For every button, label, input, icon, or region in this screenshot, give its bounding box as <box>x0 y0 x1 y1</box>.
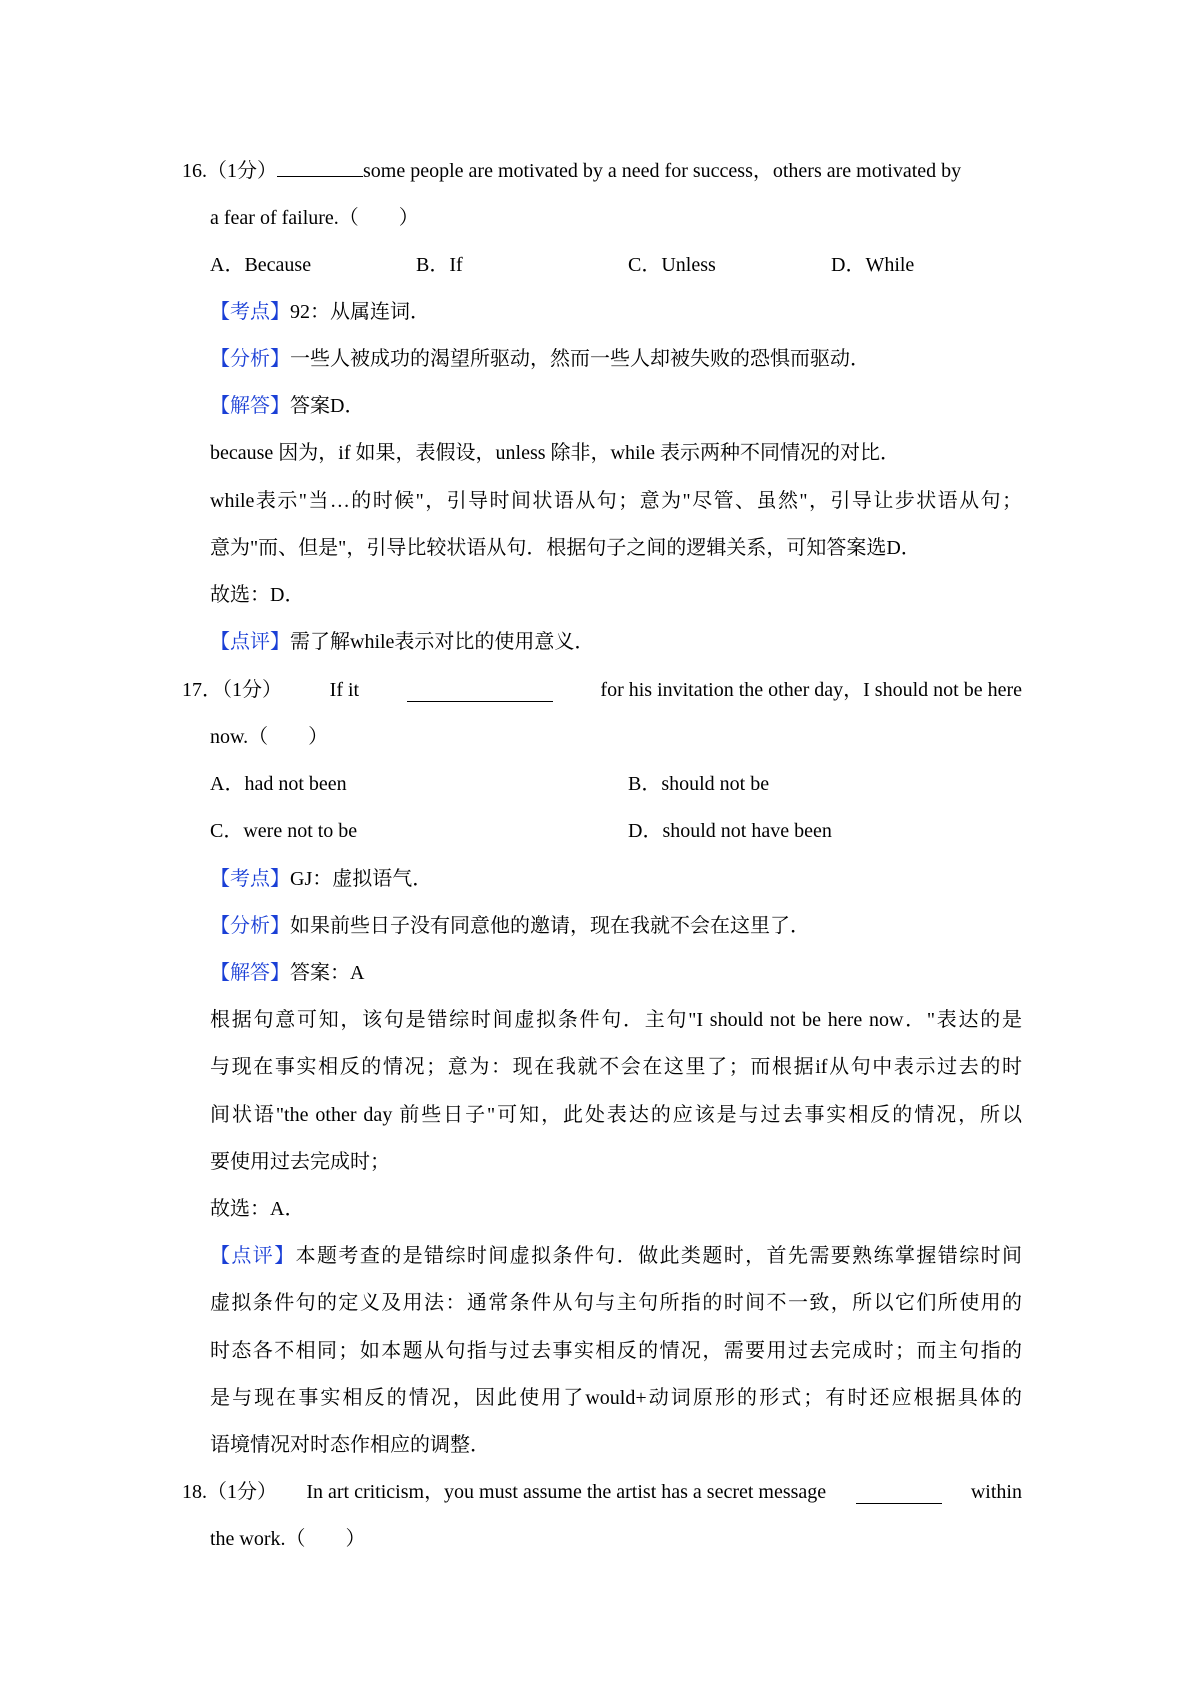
q17-dianping-line: 是与现在事实相反的情况，因此使用了would+动词原形的形式；有时还应根据具体的 <box>210 1387 1022 1409</box>
q17-stem-line1 <box>182 675 1022 705</box>
kaodian-tag: 【考点】 <box>210 301 290 323</box>
fenxi-tag: 【分析】 <box>210 915 290 937</box>
q16-fenxi <box>210 344 1022 374</box>
q17-option-d: D．should not have been <box>628 820 832 842</box>
kaodian-text: 92：从属连词． <box>290 301 430 323</box>
q18-stem-line1 <box>182 1477 1022 1507</box>
dianping-text: 本题考查的是错综时间虚拟条件句．做此类题时，首先需要熟练掌握错综时间 <box>295 1245 1023 1267</box>
q18-stem-line2: the work.（ ） <box>210 1528 366 1550</box>
q16-dianping <box>210 627 1022 657</box>
dianping-tag: 【点评】 <box>210 1245 296 1267</box>
q16-stem-line2: a fear of failure.（ ） <box>210 207 419 229</box>
q17-body-line: 要使用过去完成时； <box>210 1151 390 1173</box>
answer-blank <box>277 156 363 177</box>
answer-blank <box>407 681 553 702</box>
q16-option-a: A．Because <box>210 254 312 276</box>
q16-body-line: 故选：D． <box>210 584 305 606</box>
jieda-tag: 【解答】 <box>210 962 290 984</box>
q17-option-a: A．had not been <box>210 773 347 795</box>
q17-dianping-line: 语境情况对时态作相应的调整． <box>210 1434 490 1456</box>
q17-fenxi <box>210 911 1022 941</box>
q17-dianping-line: 时态各不相同；如本题从句指与过去事实相反的情况，需要用过去完成时；而主句指的 <box>210 1340 1022 1362</box>
q17-body-line: 与现在事实相反的情况；意为：现在我就不会在这里了；而根据if从句中表示过去的时 <box>210 1056 1022 1078</box>
q17-number: 17．（1分） <box>182 679 282 701</box>
q16-body-line: while表示"当…的时候"，引导时间状语从句；意为"尽管、虽然"，引导让步状语从句； <box>210 490 1022 512</box>
q18-stem-part2: within <box>970 1481 1022 1503</box>
q16-kaodian <box>210 297 1022 327</box>
q16-jieda <box>210 391 1022 421</box>
q17-dianping <box>210 1241 1022 1271</box>
jieda-text: 答案D． <box>290 395 365 417</box>
q17-body-line: 故选：A． <box>210 1198 305 1220</box>
q16-stem-text: some people are motivated by a need for success，others are motivated by <box>363 160 962 182</box>
q17-jieda <box>210 958 1022 988</box>
fenxi-tag: 【分析】 <box>210 348 290 370</box>
answer-blank <box>856 1483 942 1504</box>
q17-stem-part2: for his invitation the other day，I should not be here <box>600 679 1022 701</box>
q17-stem-line2: now.（ ） <box>210 726 329 748</box>
q17-option-b: B．should not be <box>628 773 770 795</box>
q17-stem-part1: If it <box>329 679 360 701</box>
dianping-tag: 【点评】 <box>210 631 290 653</box>
kaodian-text: GJ：虚拟语气． <box>290 868 433 890</box>
q18-number: 18.（1分） <box>182 1481 277 1503</box>
q17-body-line: 间状语"the other day 前些日子"可知，此处表达的应该是与过去事实相反的情况，所以 <box>210 1104 1022 1126</box>
q16-body-line: 意为"而、但是"，引导比较状语从句．根据句子之间的逻辑关系，可知答案选D． <box>210 537 921 559</box>
q16-option-c: C．Unless <box>628 254 716 276</box>
dianping-text: 需了解while表示对比的使用意义． <box>290 631 595 653</box>
q17-body-line: 根据句意可知，该句是错综时间虚拟条件句．主句"I should not be here now．"表达的是 <box>210 1009 1022 1031</box>
kaodian-tag: 【考点】 <box>210 868 290 890</box>
q16-number: 16.（1分） <box>182 160 277 182</box>
q16-body-line: because 因为，if 如果，表假设，unless 除非，while 表示两种不同情况的对比． <box>210 442 900 464</box>
jieda-tag: 【解答】 <box>210 395 290 417</box>
q17-dianping-line: 虚拟条件句的定义及用法：通常条件从句与主句所指的时间不一致，所以它们所使用的 <box>210 1292 1022 1314</box>
jieda-text: 答案：A <box>290 962 365 984</box>
q17-kaodian <box>210 864 1022 894</box>
q16-stem-line1 <box>182 156 1022 186</box>
q17-option-c: C．were not to be <box>210 820 358 842</box>
fenxi-text: 如果前些日子没有同意他的邀请，现在我就不会在这里了． <box>290 915 810 937</box>
fenxi-text: 一些人被成功的渴望所驱动，然而一些人却被失败的恐惧而驱动． <box>290 348 870 370</box>
q16-option-d: D．While <box>831 254 915 276</box>
q18-stem-part1: In art criticism，you must assume the artist has a secret message <box>306 1481 827 1503</box>
q16-option-b: B．If <box>416 254 463 276</box>
